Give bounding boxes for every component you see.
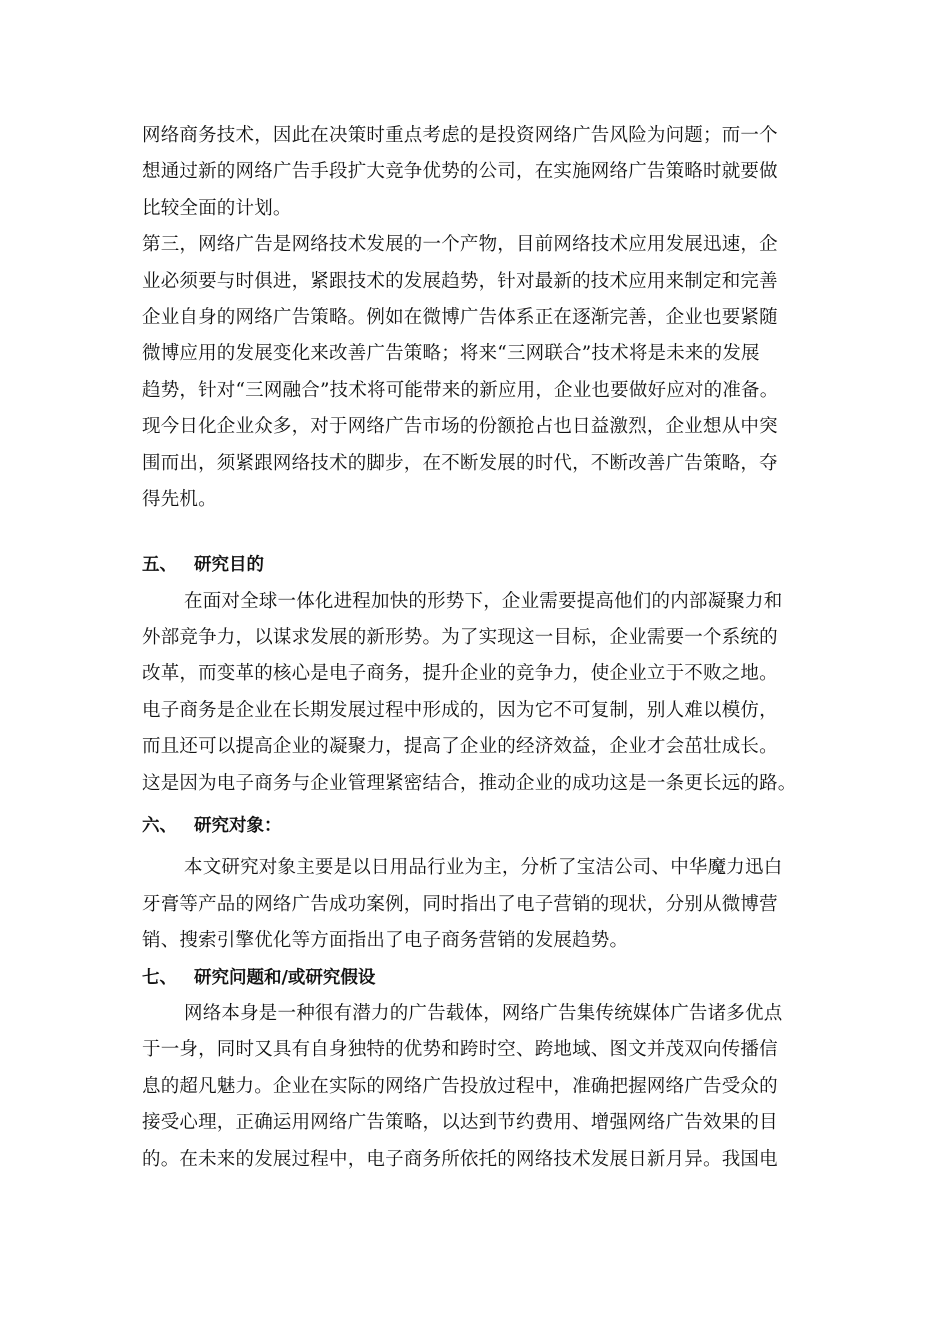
text-line: 而且还可以提高企业的凝聚力，提高了企业的经济效益，企业才会茁壮成长。	[142, 736, 778, 758]
text-line: 在面对全球一体化进程加快的形势下，企业需要提高他们的内部凝聚力和	[184, 590, 783, 612]
text-line: 业必须要与时俱进，紧跟技术的发展趋势，针对最新的技术应用来制定和完善	[142, 270, 778, 292]
text-line: 改革，而变革的核心是电子商务，提升企业的竞争力，使企业立于不败之地。	[142, 663, 778, 685]
paragraph-third	[142, 227, 822, 409]
section-spacer	[142, 518, 822, 547]
paragraph-summary	[142, 409, 822, 518]
text-line: 息的超凡魅力。企业在实际的网络广告投放过程中，准确把握网络广告受众的	[142, 1075, 778, 1097]
section-five	[142, 547, 822, 802]
text-line: 接受心理，正确运用网络广告策略，以达到节约费用、增强网络广告效果的目	[142, 1112, 778, 1134]
section-number: 六、	[142, 816, 177, 837]
text-line: 围而出，须紧跟网络技术的脚步，在不断发展的时代，不断改善广告策略，夺	[142, 452, 778, 474]
text-line: 得先机。	[142, 488, 217, 510]
section-number: 七、	[142, 967, 177, 988]
text-line: 比较全面的计划。	[142, 197, 292, 219]
section-six	[142, 808, 822, 960]
text-line: 外部竞争力，以谋求发展的新形势。为了实现这一目标，企业需要一个系统的	[142, 627, 778, 649]
text-line: 网络本身是一种很有潜力的广告载体，网络广告集传统媒体广告诸多优点	[184, 1002, 783, 1024]
section-heading	[142, 960, 822, 996]
text-line: 电子商务是企业在长期发展过程中形成的，因为它不可复制，别人难以模仿，	[142, 699, 778, 721]
text-line: 这是因为电子商务与企业管理紧密结合，推动企业的成功这是一条更长远的路。	[142, 772, 797, 794]
section-seven	[142, 960, 822, 1178]
text-line: 微博应用的发展变化来改善广告策略；将来“三网联合”技术将是未来的发展	[142, 343, 760, 365]
text-line: 想通过新的网络广告手段扩大竞争优势的公司，在实施网络广告策略时就要做	[142, 161, 778, 183]
text-line: 销、搜索引擎优化等方面指出了电子商务营销的发展趋势。	[142, 930, 629, 952]
section-heading	[142, 808, 822, 844]
text-line: 趋势，针对“三网融合”技术将可能带来的新应用，企业也要做好应对的准备。	[142, 379, 779, 401]
text-line: 于一身，同时又具有自身独特的优势和跨时空、跨地域、图文并茂双向传播信	[142, 1039, 778, 1061]
text-line: 现今日化企业众多，对于网络广告市场的份额抢占也日益激烈，企业想从中突	[142, 416, 778, 438]
paragraph-continuation	[142, 118, 822, 227]
section-title: 研究目的	[194, 555, 264, 576]
text-line: 企业自身的网络广告策略。例如在微博广告体系正在逐渐完善，企业也要紧随	[142, 306, 778, 328]
text-line: 第三，网络广告是网络技术发展的一个产物，目前网络技术应用发展迅速，企	[142, 234, 778, 256]
text-line: 网络商务技术，因此在决策时重点考虑的是投资网络广告风险为问题；而一个	[142, 125, 778, 146]
section-title: 研究问题和/或研究假设	[194, 967, 376, 988]
section-number: 五、	[142, 555, 177, 576]
section-heading	[142, 547, 822, 583]
text-line: 的。在未来的发展过程中，电子商务所依托的网络技术发展日新月异。我国电	[142, 1148, 778, 1170]
text-line: 本文研究对象主要是以日用品行业为主，分析了宝洁公司、中华魔力迅白	[184, 857, 783, 879]
document-body	[142, 118, 822, 1178]
text-line: 牙膏等产品的网络广告成功案例，同时指出了电子营销的现状，分别从微博营	[142, 893, 778, 915]
section-title: 研究对象：	[194, 816, 282, 837]
